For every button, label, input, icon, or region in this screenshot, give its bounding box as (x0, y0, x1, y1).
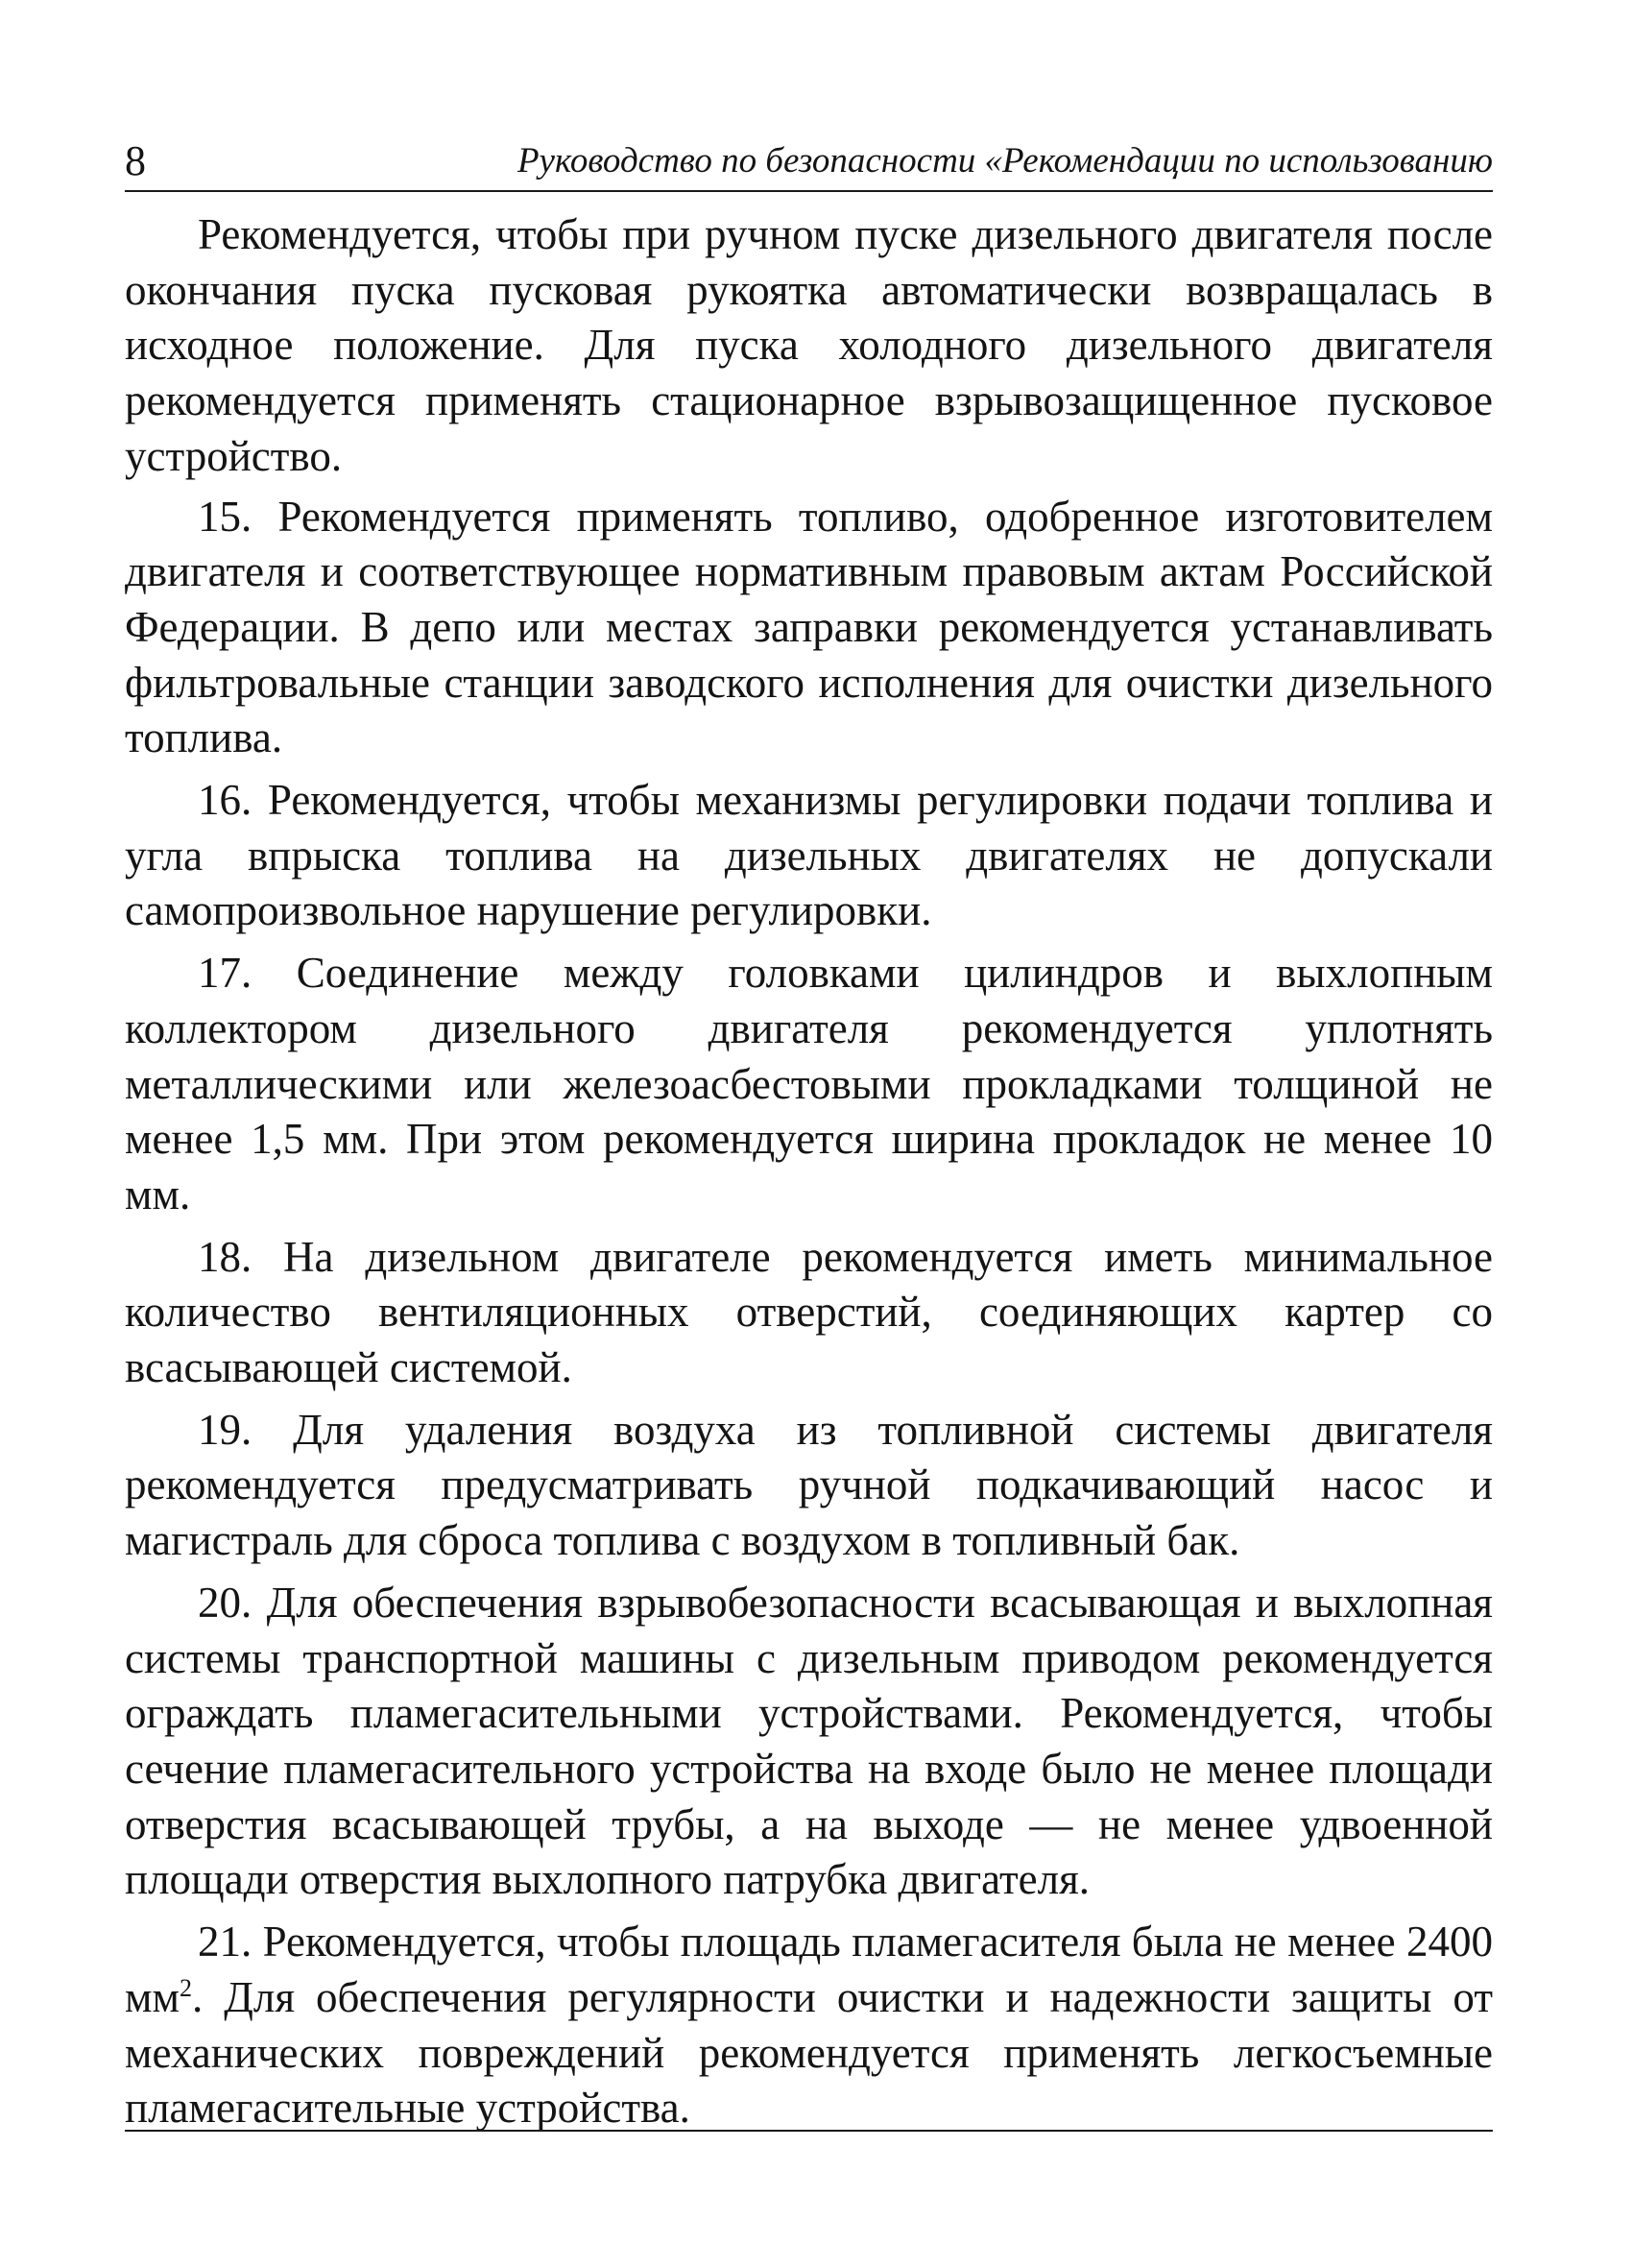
paragraph-21-text-before: 21. Рекомендуется, чтобы площадь пламегасителя была не менее 2400 мм (125, 1918, 1493, 2021)
document-page (125, 134, 1493, 2143)
footer-divider (125, 2130, 1493, 2132)
body-text (125, 207, 1493, 2136)
paragraph-16: 16. Рекомендуется, чтобы механизмы регулировки подачи топлива и угла впрыска топлива на дизельных двигателях не допускали самопроизвольное нарушение регулировки. (125, 776, 1493, 935)
paragraph-17: 17. Соединение между головками цилиндров и выхлопным коллектором дизельного двигателя рекомендуется уплотнять металлическими или железоасбестовыми прокладками толщиной не менее 1,5 мм. При этом рекомендуется ширина прокладок не менее 10 мм. (125, 949, 1493, 1218)
page-number: 8 (125, 137, 146, 184)
running-title: Руководство по безопасности «Рекомендации по использованию (516, 141, 1493, 181)
paragraph-20: 20. Для обеспечения взрывобезопасности всасывающая и выхлопная системы транспортной машины с дизельным приводом рекомендуется ограждать пламегасительными устройствами. Рекомендуется, чтобы сечение пламегасительного устройства на входе было не менее площади отверстия всасывающей трубы, а на выходе — не менее удвоенной площади отверстия выхлопного патрубка двигателя. (125, 1578, 1493, 1904)
page-header (125, 134, 1493, 192)
paragraph-18: 18. На дизельном двигателе рекомендуется иметь минимальное количество вентиляционных отверстий, соединяющих картер со всасывающей системой. (125, 1232, 1493, 1392)
paragraph-21-text-after: . Для обеспечения регулярности очистки и надежности защиты от механических повреждений рекомендуется применять легкосъемные пламегасительные устройства. (125, 1972, 1493, 2133)
paragraph-19: 19. Для удаления воздуха из топливной системы двигателя рекомендуется предусматривать ручной подкачивающий насос и магистраль для сброса топлива с воздухом в топливный бак. (125, 1405, 1493, 1565)
paragraph-21 (125, 1915, 1493, 2136)
superscript-squared: 2 (179, 1973, 192, 2002)
paragraph-15: 15. Рекомендуется применять топливо, одобренное изготовителем двигателя и соответствующее нормативным правовым актам Российской Федерации. В депо или местах заправки рекомендуется устанавливать фильтровальные станции заводского исполнения для очистки дизельного топлива. (125, 492, 1493, 762)
paragraph-intro: Рекомендуется, чтобы при ручном пуске дизельного двигателя после окончания пуска пусковая рукоятка автоматически возвращалась в исходное положение. Для пуска холодного дизельного двигателя рекомендуется применять стационарное взрывозащищенное пусковое устройство. (125, 210, 1493, 480)
